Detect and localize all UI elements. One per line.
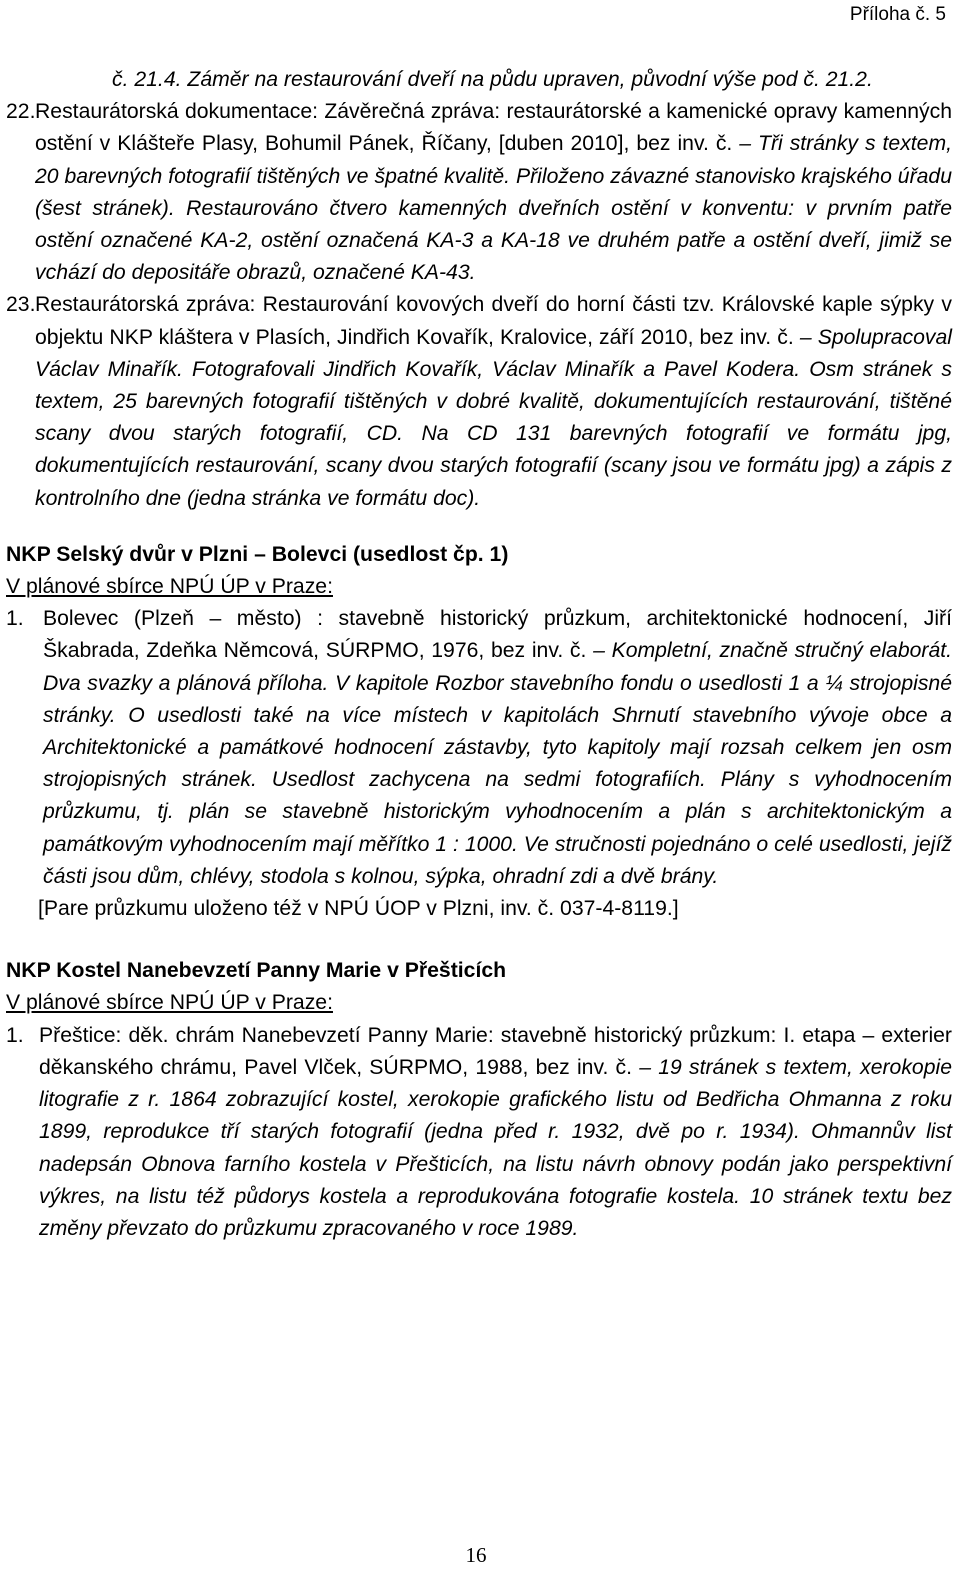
section-heading-bolevec: NKP Selský dvůr v Plzni – Bolevci (usedlost čp. 1) <box>6 542 509 566</box>
item-italic-text: – Kompletní, značně stručný elaborát. Dva svazky a plánová příloha. V kapitole Rozbor stavebního fondu o usedlosti 1 a ¼ strojopisné stránky. O usedlosti také na více místech v kapitolách Shrnutí stavebního vývoje obce a Architektonické a památkové hodnocení zástavby, tyto kapitoly mají rozsah celkem jen osm strojopisných stránek. Usedlost zachycena na sedmi fotografiích. Plány s vyhodnocením průzkumu, tj. plán se stavebně historickým vyhodnocením a plán s architektonickým a památkovým vyhodnocením mají měřítko 1 : 1000. Ve stručnosti pojednáno o celé usedlosti, jejíž části jsou dům, chlévy, stodola s kolnou, sýpka, ohradní zdi a dvě brány. <box>43 639 952 888</box>
collection-subheading: V plánové sbírce NPÚ ÚP v Praze: <box>6 991 333 1015</box>
item-number: 1. <box>6 607 24 631</box>
attachment-label: Příloha č. 5 <box>849 4 946 25</box>
list-item-22 <box>6 96 952 289</box>
document-body <box>6 64 952 1245</box>
item-italic-text: – Spolupracoval Václav Minařík. Fotografovali Jindřich Kovařík, Václav Minařík a Pavel Kodera. Osm stránek s textem, 25 barevných fotografií tištěných v dobré kvalitě, dokumentujících restaurování, tištěné scany dvou starých fotografií, CD. Na CD 131 barevných fotografií ve formátu jpg, dokumentujících restaurování, scany dvou starých fotografií (scany jsou ve formátu jpg) a zápis z kontrolního dne (jedna stránka ve formátu doc). <box>35 325 952 510</box>
item-text: Restaurátorská dokumentace: Závěrečná zpráva: restaurátorské a kamenické opravy kamenných ostění v Klášteře Plasy, Bohumil Pánek, Říčany, [duben 2010], bez inv. č. <box>35 100 952 156</box>
italic-text: č. 21.4. Záměr na restaurování dveří na půdu upraven, původní výše pod č. 21.2. <box>112 68 873 91</box>
page-number: 16 <box>465 1543 487 1567</box>
storage-note: [Pare průzkumu uloženo též v NPÚ ÚOP v Plzni, inv. č. 037-4-8119.] <box>38 897 679 921</box>
list-item-23 <box>6 289 952 514</box>
item-text: Restaurátorská zpráva: Restaurování kovových dveří do horní části tzv. Královské kaple sýpky v objektu NKP kláštera v Plasích, Jindřich Kovařík, Kralovice, září 2010, bez inv. č. <box>35 293 952 349</box>
item-number: 23. <box>6 293 36 317</box>
list-item-prestice-1 <box>6 1020 952 1245</box>
item-number: 1. <box>6 1023 24 1047</box>
item-italic-text: – Tři stránky s textem, 20 barevných fotografií tištěných ve špatné kvalitě. Přiloženo závazné stanovisko krajského úřadu (šest stránek). Restaurováno čtvero kamenných dveřních ostění v konventu: v prvním patře ostění označené KA-2, ostění označená KA-3 a KA-18 ve druhém patře a ostění dveří, jimiž se vchází do depositáře obrazů, označené KA-43. <box>35 132 952 285</box>
list-item-bolevec-1 <box>6 603 952 893</box>
item-text: Bolevec (Plzeň – město) : stavebně historický průzkum, architektonické hodnocení, Jiří Škabrada, Zdeňka Němcová, SÚRPMO, 1976, bez inv. č. <box>43 607 952 663</box>
item-text: Přeštice: děk. chrám Nanebevzetí Panny Marie: stavebně historický průzkum: I. etapa – exterier děkanského chrámu, Pavel Vlček, SÚRPMO, 1988, bez inv. č. <box>39 1023 952 1079</box>
section-heading-prestice: NKP Kostel Nanebevzetí Panny Marie v Přešticích <box>6 959 507 983</box>
item-number: 22. <box>6 100 36 124</box>
item-21-continuation <box>6 64 952 96</box>
collection-subheading: V plánové sbírce NPÚ ÚP v Praze: <box>6 575 333 599</box>
item-italic-text: – 19 stránek s textem, xerokopie litografie z r. 1864 zobrazující kostel, xerokopie grafického listu od Bedřicha Ohmanna z roku 1899, reprodukce tří starých fotografií (jedna před r. 1932, dvě po r. 1934). Ohmannův list nadepsán Obnova farního kostela v Přešticích, na listu návrh obnovy podán jako perspektivní výkres, na listu též půdorys kostela a reprodukována fotografie kostela. 10 stránek textu bez změny převzato do průzkumu zpracovaného v roce 1989. <box>39 1055 952 1240</box>
